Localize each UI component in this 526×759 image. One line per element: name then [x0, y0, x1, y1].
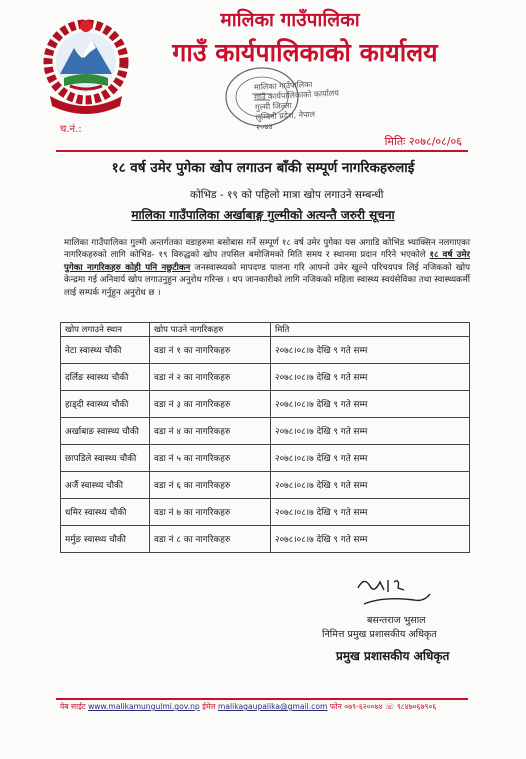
cell-citizens: वडा नं ८ का नागरिकहरु [150, 526, 271, 553]
cell-date: २०७८।०८।७ देखि ९ गते सम्म [271, 499, 470, 526]
cell-location: नेटा स्वास्थ्य चौकी [61, 337, 150, 364]
vaccination-schedule-table [60, 322, 470, 553]
table-row [61, 526, 470, 553]
notice-body: मालिका गाउँपालिका गुल्मी अन्तर्गतका वडाहरुमा बसोबास गर्ने सम्पूर्ण १८ वर्ष उमेर पुगेका यस अगाडि कोभिड भ्याक्सिन नलगाएका नागरिकहरुको लागि कोभिड- १९ विरुद्धको खोप तपसिल बमोजिमको मिति समय र स्थानमा प्रदान गरिने भएकोले १८ वर्ष उमेर पुगेका नागरिकहरु कोही पनि नछुटीकन जनस्वास्थ्यको मापदण्ड पालना गरि आफ्नो उमेर खुल्ने परिचयपत्र लिई नजिकको खोप केन्द्रमा गई अनिवार्य खोप लगाउनुहुन अनुरोध गरिन्छ । थप जानकारीको लागि नजिकको महिला स्वास्थ्य स्वयंसेविका तथा स्वास्थ्यकर्मी लाई सम्पर्क गर्नुहुन अनुरोध छ । [64, 238, 471, 298]
table-row [61, 445, 470, 472]
notice-title: १८ वर्ष उमेर पुगेका खोप लगाउन बाँकी सम्पूर्ण नागरिकहरुलाई [111, 160, 415, 176]
table-row [61, 499, 470, 526]
emphasis-text: १८ वर्ष उमेर पुगेका नागरिकहरु कोही पनि नछुटीकन [64, 250, 471, 273]
column-header-location: खोप लगाउने स्थान [61, 323, 150, 337]
cell-location: मर्मुङ स्वास्थ्य चौकी [61, 526, 150, 553]
cell-citizens: वडा नं ५ का नागरिकहरु [150, 445, 271, 472]
cell-date: २०७८।०८।७ देखि ९ गते सम्म [271, 472, 470, 499]
email-label: ईमेल [202, 702, 216, 711]
stamp-lettering: मालिका गाउँपालिका गाउँ कार्यपालिकाको कार्यालय गुल्मी जिल्ला लुम्बिनी प्रदेश, नेपाल २०७४ [253, 79, 340, 132]
cell-location: हाड्दी स्वास्थ्य चौकी [61, 391, 150, 418]
signer-role: निमित्त प्रमुख प्रशासकीय अधिकृत [322, 629, 437, 640]
table-row [61, 418, 470, 445]
cell-date: २०७८।०८।७ देखि ९ गते सम्म [271, 337, 470, 364]
table-row [61, 337, 470, 364]
handwritten-signature-icon [354, 574, 434, 610]
office-name: गाउँ कार्यपालिकाको कार्यालय [172, 38, 438, 67]
cell-location: अर्जै स्वास्थ्य चौकी [61, 472, 150, 499]
cell-date: २०७८।०८।७ देखि ९ गते सम्म [271, 418, 470, 445]
website-link[interactable]: www.malikamungulmi.gov.np [88, 702, 200, 711]
nepal-emblem-icon [40, 12, 132, 120]
cell-date: २०७८।०८।७ देखि ९ गते सम्म [271, 445, 470, 472]
cell-citizens: वडा नं ६ का नागरिकहरु [150, 472, 271, 499]
column-header-date: मिति [271, 323, 470, 337]
cell-date: २०७८।०८।७ देखि ९ गते सम्म [271, 391, 470, 418]
cell-location: दर्लिङ स्वास्थ्य चौकी [61, 364, 150, 391]
reference-number-label: च.नं.: [60, 124, 82, 135]
table-row [61, 364, 470, 391]
cell-citizens: वडा नं २ का नागरिकहरु [150, 364, 271, 391]
cell-citizens: वडा नं ७ का नागरिकहरु [150, 499, 271, 526]
cell-citizens: वडा नं १ का नागरिकहरु [150, 337, 271, 364]
signer-title: प्रमुख प्रशासकीय अधिकृत [336, 649, 450, 663]
phone-text: फोन ०७९-६२००७४ ☏ ९८४७०६७९०६ [329, 702, 437, 711]
signer-name: बसन्तराज भुसाल [367, 615, 426, 626]
municipality-name: मालिका गाउँपालिका [220, 9, 360, 31]
column-header-citizens: खोप पाउने नागरिकहरु [150, 323, 271, 337]
footer-contact [60, 702, 480, 712]
cell-date: २०७८।०८।७ देखि ९ गते सम्म [271, 526, 470, 553]
table-header-row [61, 323, 470, 337]
cell-date: २०७८।०८।७ देखि ९ गते सम्म [271, 364, 470, 391]
footer-divider [56, 698, 468, 700]
cell-citizens: वडा नं ३ का नागरिकहरु [150, 391, 271, 418]
issue-date: मितिः २०७८/०८/०६ [384, 135, 462, 148]
website-label: वेब साईट [60, 702, 86, 711]
table-row [61, 391, 470, 418]
notice-heading: मालिका गाउँपालिका अर्खाबाङ्ग गुल्मीको अत्यन्तै जरुरी सूचना [131, 208, 395, 222]
cell-location: अर्खाबाङ स्वास्थ्य चौकी [61, 418, 150, 445]
notice-subtitle: कोभिड - १९ को पहिलो मात्रा खोप लगाउने सम्बन्धी [190, 189, 384, 201]
email-link[interactable]: malikagaupalika@gmail.com [217, 702, 328, 711]
cell-location: छापडिले स्वास्थ्य चौकी [61, 445, 150, 472]
cell-citizens: वडा नं ४ का नागरिकहरु [150, 418, 271, 445]
table-row [61, 472, 470, 499]
cell-location: धमिर स्वास्थ्य चौकी [61, 499, 150, 526]
header-divider [56, 150, 468, 152]
